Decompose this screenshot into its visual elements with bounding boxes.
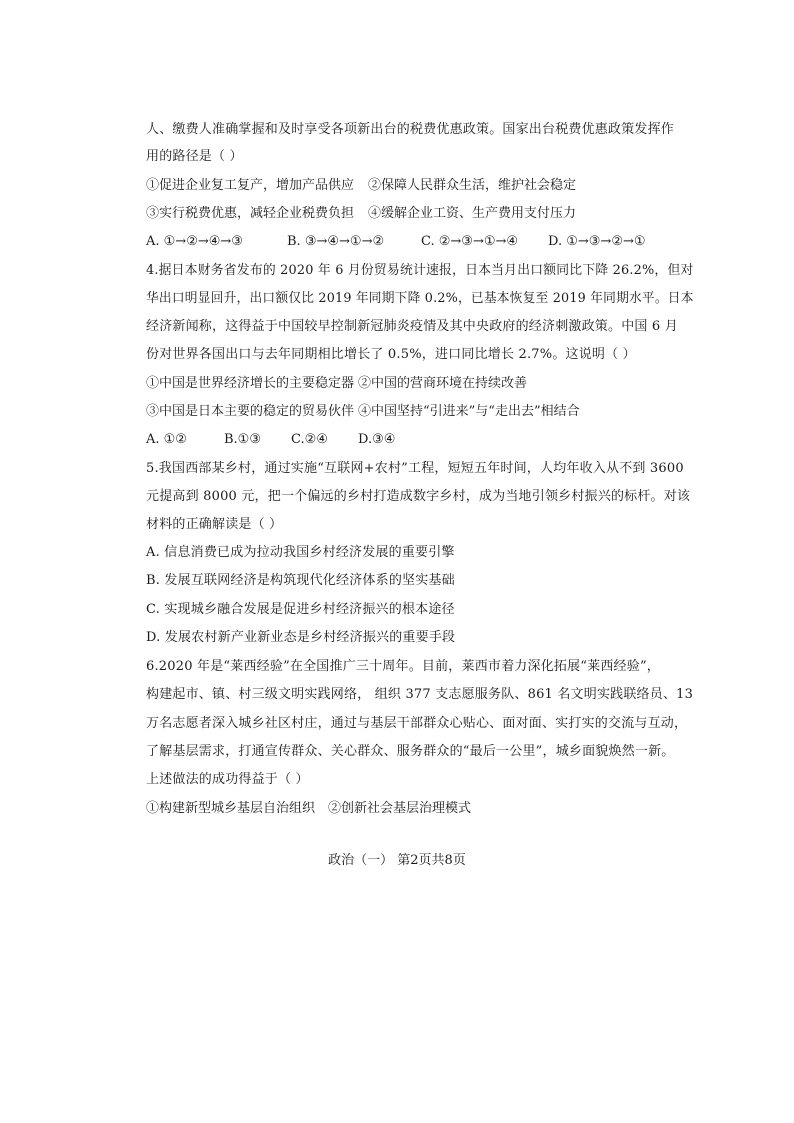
q4-option-c: C.②④ (291, 432, 328, 447)
q6-item1: ①构建新型城乡基层自治组织 (146, 801, 316, 816)
page-footer: 政治（一） 第2页共8页 (328, 853, 466, 868)
q4-option-d: D.③④ (358, 432, 396, 447)
q6-line5: 上述做法的成功得益于（ ） (146, 772, 309, 787)
q3-stem-line2: 用的路径是（ ） (146, 149, 243, 164)
q5-line3: 材料的正确解读是（ ） (146, 517, 283, 532)
q4-line1: 4.据日本财务省发布的 2020 年 6 月份贸易统计速报，日本当月出口额同比下降 26.2%，但对 (146, 263, 694, 278)
q5-option-d: D. 发展农村新产业新业态是乡村经济振兴的重要手段 (146, 630, 456, 645)
q3-option-b: B. ③→④→①→② (287, 234, 385, 249)
q3-option-c: C. ②→③→①→④ (421, 234, 519, 249)
q4-item4: ④中国坚持“引进来”与“走出去”相结合 (358, 404, 580, 419)
q4-line3: 经济新闻称，这得益于中国较早控制新冠肺炎疫情及其中央政府的经济刺激政策。中国 6 月 (146, 319, 678, 334)
q3-item4: ④缓解企业工资、生产费用支付压力 (368, 206, 577, 221)
q4-option-a: A. ①② (146, 432, 187, 447)
q3-item2: ②保障人民群众生活，维护社会稳定 (368, 178, 577, 193)
q6-line4: 了解基层需求，打通宣传群众、关心群众、服务群众的“最后一公里”，城乡面貌焕然一新。 (146, 744, 675, 759)
q4-item3: ③中国是日本主要的稳定的贸易伙伴 (146, 404, 355, 419)
q3-option-a: A. ①→②→④→③ (146, 234, 243, 249)
q4-item1: ①中国是世界经济增长的主要稳定器 (146, 376, 355, 391)
q3-item1: ①促进企业复工复产，增加产品供应 (146, 178, 355, 193)
q4-option-b: B.①③ (224, 432, 261, 447)
q4-line4: 份对世界各国出口与去年同期相比增长了 0.5%，进口同比增长 2.7%。这说明（ ） (146, 347, 636, 362)
q5-line1: 5.我国西部某乡村，通过实施“互联网+农村”工程，短短五年时间，人均年收入从不到 3600 (146, 461, 684, 476)
q5-line2: 元提高到 8000 元，把一个偏远的乡村打造成数字乡村，成为当地引领乡村振兴的标杆。对该 (146, 489, 691, 504)
q3-stem-line1: 人、缴费人准确掌握和及时享受各项新出台的税费优惠政策。国家出台税费优惠政策发挥作 (146, 122, 675, 137)
q6-item2: ②创新社会基层治理模式 (328, 801, 472, 816)
q5-option-a: A. 信息消费已成为拉动我国乡村经济发展的重要引擎 (146, 545, 455, 560)
q6-line2: 构建起市、镇、村三级文明实践网络， 组织 377 支志愿服务队、861 名文明实践联络员、13 (146, 687, 694, 702)
q6-line3: 万名志愿者深入城乡社区村庄，通过与基层干部群众心贴心、面对面、实打实的交流与互动， (146, 716, 688, 731)
q4-item2: ②中国的营商环境在持续改善 (358, 376, 528, 391)
q5-option-b: B. 发展互联网经济是构筑现代化经济体系的坚实基础 (146, 573, 455, 588)
q4-line2: 华出口明显回升，出口额仅比 2019 年同期下降 0.2%，已基本恢复至 2019 年同期水平。日本 (146, 291, 694, 306)
q5-option-c: C. 实现城乡融合发展是促进乡村经济振兴的根本途径 (146, 602, 455, 617)
q3-option-d: D. ①→③→②→① (548, 234, 646, 249)
q3-item3: ③实行税费优惠，减轻企业税费负担 (146, 206, 355, 221)
q6-line1: 6.2020 年是“莱西经验”在全国推广三十周年。目前，莱西市着力深化拓展“莱西经验”， (146, 659, 661, 674)
